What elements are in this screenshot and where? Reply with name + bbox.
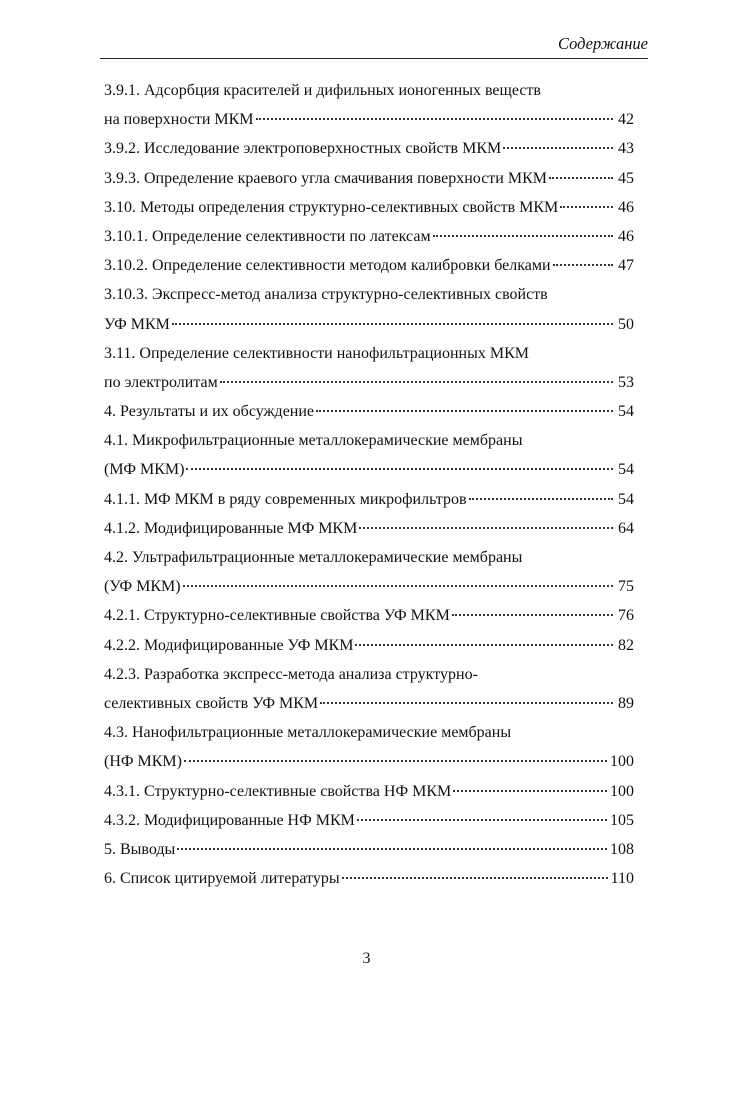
- toc-entry-title: 3.10. Методы определения структурно-селективных свойств МКМ: [104, 198, 559, 216]
- toc-entry: [104, 601, 634, 630]
- dot-leader: [220, 381, 613, 383]
- toc-entry-page: 82: [618, 636, 634, 654]
- toc-entry-page: 54: [618, 490, 634, 508]
- toc-entry: [104, 514, 634, 543]
- toc-entry: [104, 222, 634, 251]
- toc-entry: [104, 193, 634, 222]
- dot-leader: [503, 147, 613, 149]
- toc-entry: [104, 718, 634, 747]
- toc-entry: [104, 251, 634, 280]
- toc-entry: [104, 835, 634, 864]
- toc-entry-page: 76: [618, 607, 634, 625]
- toc-entry-page: 100: [610, 753, 634, 771]
- toc-entry-title: 3.9.3. Определение краевого угла смачивания поверхности МКМ: [104, 169, 547, 187]
- toc-entry: [104, 339, 634, 368]
- toc-entry: [104, 164, 634, 193]
- toc-entry: [104, 747, 634, 776]
- toc-entry: [104, 105, 634, 134]
- toc-entry-page: 108: [610, 840, 634, 858]
- toc-entry-title: 3.9.2. Исследование электроповерхностных свойств МКМ: [104, 140, 502, 158]
- toc-entry: [104, 280, 634, 309]
- toc-entry: [104, 134, 634, 163]
- toc-entry-page: 53: [618, 373, 634, 391]
- toc-entry-title: 4. Результаты и их обсуждение: [104, 403, 315, 421]
- toc-entry: [104, 660, 634, 689]
- dot-leader: [433, 235, 613, 237]
- toc-entry-title: 3.11. Определение селективности нанофильтрационных МКМ: [104, 344, 529, 362]
- toc-entry: [104, 455, 634, 484]
- toc-entry: [104, 631, 634, 660]
- toc-entry-page: 64: [618, 519, 634, 537]
- toc-entry-page: 110: [610, 870, 634, 888]
- toc-entry-title: 4.2.3. Разработка экспресс-метода анализа структурно-: [104, 665, 478, 683]
- dot-leader: [355, 644, 613, 646]
- toc-entry-title: 3.9.1. Адсорбция красителей и дифильных ионогенных веществ: [104, 82, 541, 99]
- toc-entry-title: 4.2.2. Модифицированные УФ МКМ: [104, 636, 354, 654]
- dot-leader: [316, 410, 613, 412]
- toc-entry-page: 105: [610, 811, 634, 829]
- toc-entry-title: 4.3.1. Структурно-селективные свойства НФ МКМ: [104, 782, 452, 800]
- toc-entry: [104, 543, 634, 572]
- toc-entry-title: на поверхности МКМ: [104, 111, 254, 129]
- dot-leader: [560, 206, 613, 208]
- toc-entry-page: 54: [618, 461, 634, 479]
- dot-leader: [177, 848, 607, 850]
- toc-entry-title: (НФ МКМ): [104, 753, 182, 771]
- page-number: 3: [362, 950, 371, 967]
- toc-entry-title: 6. Список цитируемой литературы: [104, 870, 340, 888]
- toc-entry-page: 46: [618, 227, 634, 245]
- toc-entry-page: 47: [618, 257, 634, 275]
- toc-entry: [104, 689, 634, 718]
- toc-entry-title: 4.1. Микрофильтрационные металлокерамические мембраны: [104, 432, 523, 450]
- toc-entry: [104, 864, 634, 893]
- toc-entry-title: селективных свойств УФ МКМ: [104, 694, 319, 712]
- toc-entry-page: 42: [618, 111, 634, 129]
- dot-leader: [357, 819, 607, 821]
- toc-entry-title: 4.2.1. Структурно-селективные свойства УФ МКМ: [104, 607, 450, 625]
- toc-entry-title: 4.3.2. Модифицированные НФ МКМ: [104, 811, 355, 829]
- dot-leader: [320, 702, 613, 704]
- dot-leader: [186, 468, 613, 470]
- toc-entry-page: 46: [618, 198, 634, 216]
- toc-entry-title: 3.10.3. Экспресс-метод анализа структурно-селективных свойств: [104, 286, 548, 304]
- toc-entry-title: (МФ МКМ): [104, 461, 185, 479]
- dot-leader: [172, 323, 613, 325]
- dot-leader: [342, 877, 608, 879]
- toc-entry-title: 4.1.1. МФ МКМ в ряду современных микрофильтров: [104, 490, 467, 508]
- running-header: [100, 30, 648, 59]
- toc-entry-page: 45: [618, 169, 634, 187]
- toc-entry: [104, 572, 634, 601]
- toc-entry: [104, 485, 634, 514]
- toc-entry-page: 43: [618, 140, 634, 158]
- toc-entry-title: 4.1.2. Модифицированные МФ МКМ: [104, 519, 358, 537]
- toc-entry: [104, 426, 634, 455]
- dot-leader: [549, 177, 613, 179]
- toc-entry: [104, 310, 634, 339]
- dot-leader: [359, 527, 613, 529]
- dot-leader: [256, 118, 613, 120]
- toc-entry-title: по электролитам: [104, 373, 218, 391]
- dot-leader: [553, 264, 613, 266]
- toc-entry: [104, 397, 634, 426]
- toc-entry-page: 100: [610, 782, 634, 800]
- table-of-contents: [104, 76, 634, 893]
- dot-leader: [452, 614, 613, 616]
- toc-entry-title: 4.3. Нанофильтрационные металлокерамические мембраны: [104, 724, 512, 742]
- toc-entry-page: 75: [618, 578, 634, 596]
- toc-entry-title: 3.10.2. Определение селективности методом калибровки белками: [104, 257, 551, 275]
- toc-entry-page: 89: [618, 694, 634, 712]
- section-title: Содержание: [557, 34, 648, 53]
- toc-entry-page: 50: [618, 315, 634, 333]
- toc-entry-title: 3.10.1. Определение селективности по латексам: [104, 227, 431, 245]
- toc-entry-title: УФ МКМ: [104, 315, 170, 333]
- toc-entry-title: (УФ МКМ): [104, 578, 181, 596]
- toc-entry: [104, 806, 634, 835]
- dot-leader: [184, 760, 607, 762]
- toc-entry-title: 4.2. Ультрафильтрационные металлокерамические мембраны: [104, 549, 523, 566]
- dot-leader: [469, 498, 614, 500]
- toc-entry: [104, 368, 634, 397]
- dot-leader: [453, 790, 607, 792]
- dot-leader: [183, 585, 613, 587]
- toc-entry-title: 5. Выводы: [104, 840, 176, 858]
- toc-entry: [104, 76, 634, 105]
- toc-entry: [104, 777, 634, 806]
- toc-entry-page: 54: [618, 403, 634, 421]
